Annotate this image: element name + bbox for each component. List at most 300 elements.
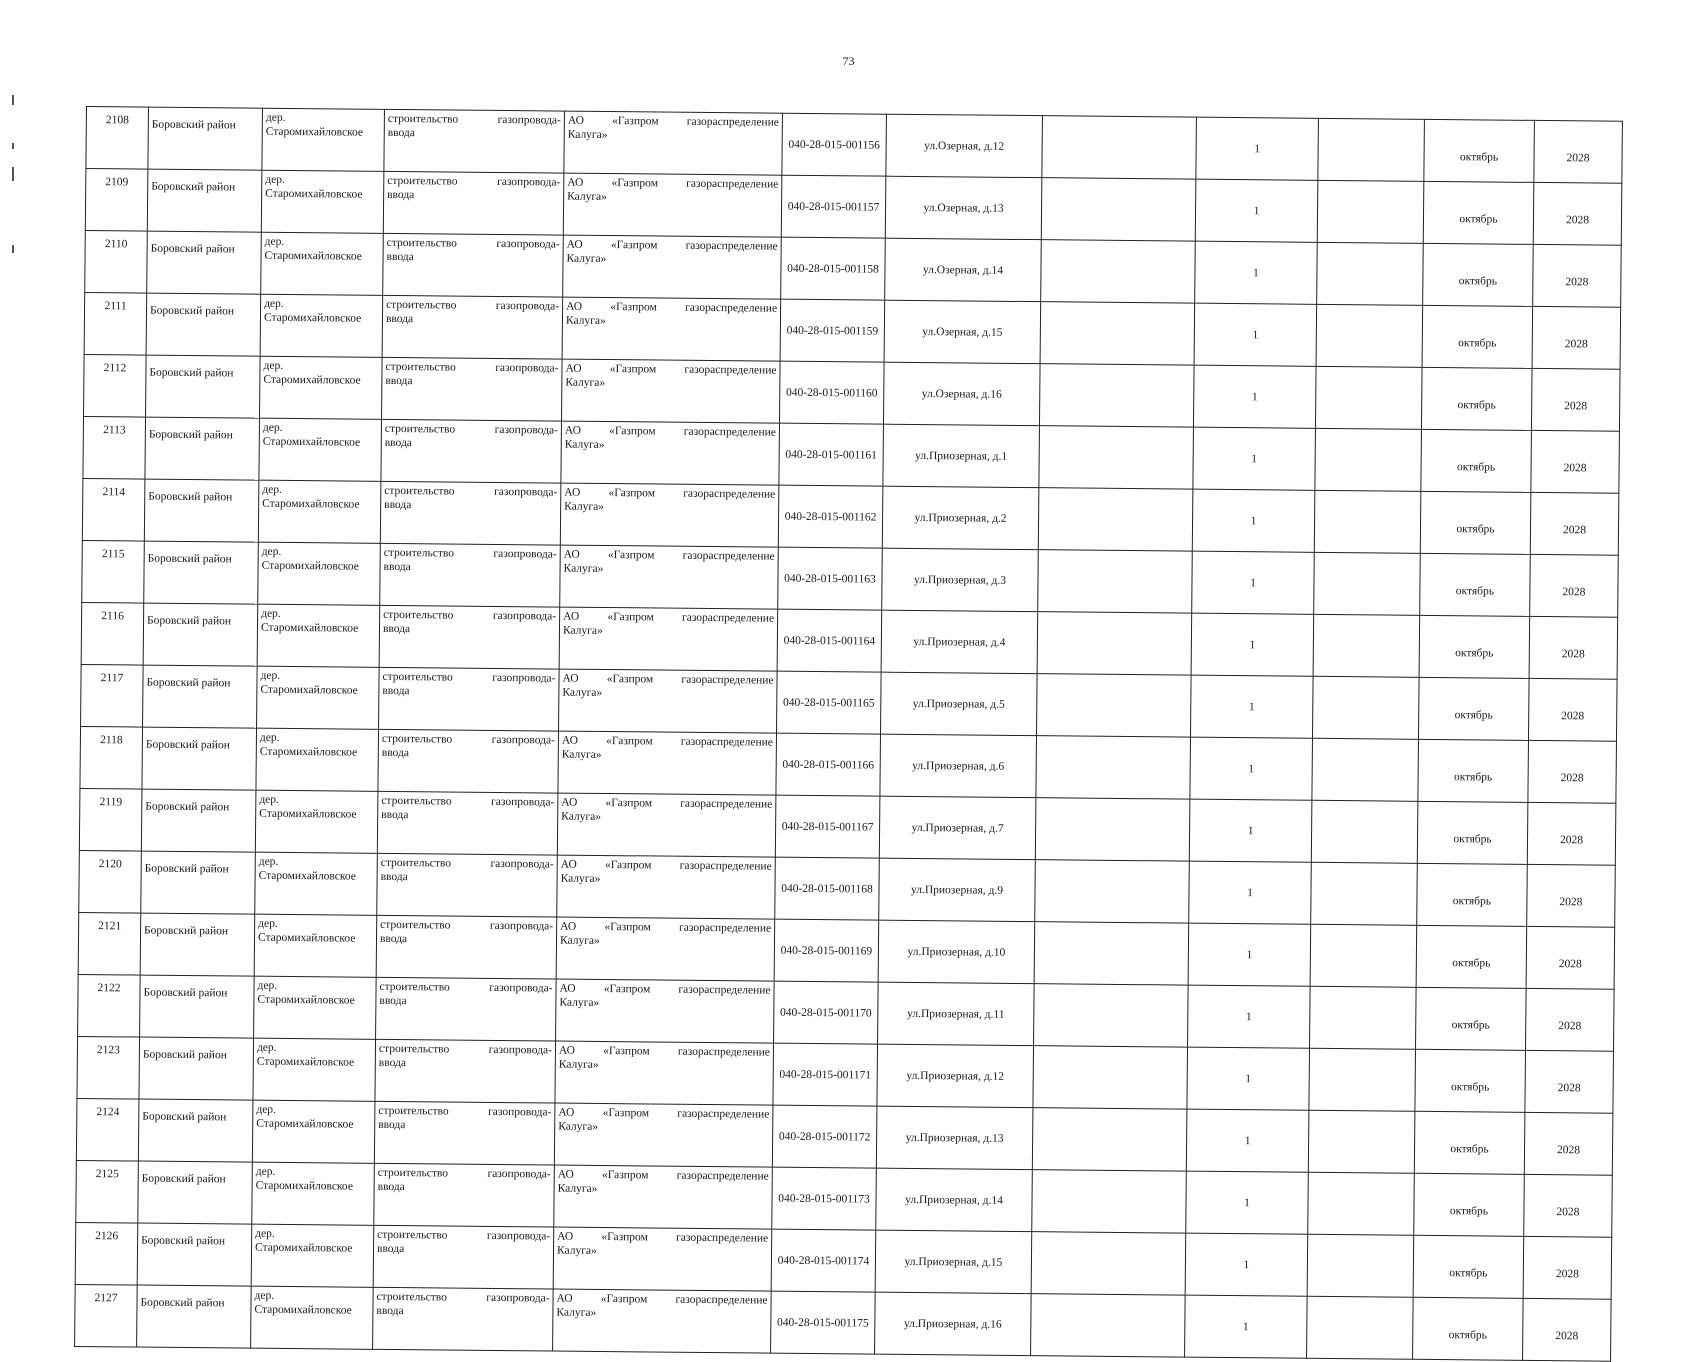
cell-text-locality-type: дер. — [256, 1041, 277, 1054]
cell-text-quantity: 1 — [1254, 142, 1261, 155]
year-cell — [1525, 1050, 1614, 1113]
empty-cell — [1038, 550, 1193, 613]
month-cell — [1414, 1111, 1525, 1174]
address-cell — [877, 1044, 1034, 1107]
cell-text-quantity: 1 — [1245, 1010, 1252, 1023]
empty-cell — [1034, 922, 1189, 985]
cell-text-work-line1: строительство газопровода- — [380, 856, 554, 871]
cell-text-district: Боровский район — [151, 118, 236, 132]
work-type-cell — [381, 419, 562, 483]
address-cell — [883, 362, 1040, 425]
cell-text-num: 2108 — [105, 114, 129, 127]
empty-cell — [1041, 178, 1196, 241]
object-code-cell — [777, 671, 882, 734]
cell-text-month: октябрь — [1455, 646, 1494, 660]
cell-text-org-line2: Калуга» — [564, 438, 605, 451]
object-code-cell — [781, 175, 886, 238]
cell-text-org-line2: Калуга» — [567, 128, 608, 142]
locality-cell — [259, 418, 382, 481]
district-cell — [146, 355, 261, 418]
cell-text-district: Боровский район — [145, 800, 230, 814]
district-cell — [138, 1161, 253, 1224]
cell-text-org-line1: АО «Газпром газораспределение — [566, 238, 778, 253]
object-code-cell — [779, 361, 884, 424]
cell-text-work-line1: строительство газопровода- — [386, 236, 560, 251]
month-cell — [1421, 367, 1532, 430]
cell-text-org-line2: Калуга» — [560, 872, 601, 885]
object-code-cell — [774, 919, 879, 982]
cell-text-work-line1: строительство газопровода- — [387, 112, 561, 127]
quantity-cell — [1192, 551, 1315, 614]
cell-text-locality-type: дер. — [264, 297, 284, 310]
empty-cell — [1317, 180, 1424, 243]
cell-text-work-line1: строительство газопровода- — [387, 174, 561, 189]
row-number — [79, 850, 142, 913]
locality-cell — [255, 790, 378, 853]
quantity-cell — [1188, 923, 1311, 986]
empty-cell — [1037, 612, 1192, 675]
locality-cell — [254, 914, 377, 977]
quantity-cell — [1193, 427, 1316, 490]
quantity-cell — [1193, 365, 1316, 428]
cell-text-address: ул.Приозерная, д.1 — [915, 449, 1008, 463]
work-type-cell — [380, 481, 561, 545]
cell-text-month: октябрь — [1453, 770, 1493, 784]
quantity-cell — [1188, 985, 1311, 1048]
district-cell — [140, 913, 255, 976]
cell-text-locality-name: Старомихайловское — [259, 807, 357, 821]
address-cell — [875, 1230, 1032, 1293]
cell-text-work-line1: строительство газопровода- — [385, 360, 559, 375]
cell-text-locality-name: Старомихайловское — [258, 869, 356, 883]
empty-cell — [1317, 242, 1424, 305]
cell-text-address: ул.Приозерная, д.16 — [903, 1317, 1002, 1331]
cell-text-quantity: 1 — [1251, 390, 1258, 403]
row-number — [83, 416, 146, 479]
object-code-cell — [775, 857, 880, 920]
row-number — [84, 292, 147, 355]
cell-text-month: октябрь — [1450, 1080, 1490, 1094]
year-cell — [1533, 244, 1622, 307]
cell-text-district: Боровский район — [140, 1296, 225, 1310]
cell-text-month: октябрь — [1450, 1142, 1489, 1156]
cell-text-code: 040-28-015-001163 — [784, 572, 876, 586]
quantity-cell — [1190, 737, 1313, 800]
cell-text-num: 2123 — [96, 1044, 120, 1057]
cell-text-address: ул.Озерная, д.12 — [924, 139, 1005, 153]
cell-text-month: октябрь — [1459, 212, 1498, 226]
cell-text-district: Боровский район — [144, 862, 229, 876]
cell-text-work-line1: строительство газопровода- — [379, 980, 553, 995]
cell-text-locality-type: дер. — [261, 545, 282, 558]
work-type-cell — [383, 233, 564, 297]
cell-text-work-line2: ввода — [386, 250, 414, 264]
empty-cell — [1035, 860, 1190, 923]
empty-cell — [1035, 798, 1190, 861]
cell-text-num: 2124 — [96, 1106, 120, 1119]
cell-text-quantity: 1 — [1253, 266, 1259, 279]
cell-text-locality-name: Старомихайловское — [256, 1117, 354, 1131]
cell-text-district: Боровский район — [149, 304, 235, 318]
cell-text-locality-type: дер. — [258, 855, 279, 868]
object-code-cell — [779, 423, 884, 486]
cell-text-year: 2028 — [1564, 399, 1588, 412]
cell-text-district: Боровский район — [151, 180, 236, 194]
cell-text-code: 040-28-015-001174 — [777, 1254, 870, 1268]
address-cell — [885, 238, 1042, 301]
address-cell — [881, 610, 1038, 673]
organization-cell — [557, 855, 776, 919]
empty-cell — [1314, 552, 1421, 615]
cell-text-district: Боровский район — [149, 366, 234, 380]
cell-text-num: 2127 — [94, 1292, 118, 1305]
year-cell — [1526, 988, 1615, 1051]
locality-cell — [258, 542, 381, 605]
district-cell — [148, 107, 263, 170]
month-cell — [1420, 491, 1531, 554]
cell-text-org-line2: Калуга» — [557, 1182, 598, 1195]
month-cell — [1417, 863, 1528, 926]
work-type-cell — [377, 791, 558, 855]
cell-text-address: ул.Приозерная, д.11 — [907, 1007, 1005, 1021]
cell-text-org-line1: АО «Газпром газораспределение — [558, 1044, 771, 1059]
object-code-cell — [778, 547, 883, 610]
district-cell — [143, 603, 258, 666]
cell-text-locality-type: дер. — [255, 1165, 276, 1178]
cell-text-locality-type: дер. — [259, 793, 279, 806]
cell-text-address: ул.Озерная, д.13 — [923, 201, 1004, 215]
cell-text-district: Боровский район — [148, 428, 233, 442]
cell-text-work-line2: ввода — [387, 188, 415, 202]
row-number — [79, 788, 142, 851]
cell-text-work-line2: ввода — [376, 1242, 405, 1256]
address-cell — [884, 300, 1041, 363]
district-cell — [147, 231, 262, 294]
cell-text-code: 040-28-015-001173 — [778, 1192, 870, 1206]
cell-text-year: 2028 — [1561, 709, 1585, 722]
cell-text-locality-type: дер. — [260, 669, 281, 682]
empty-cell — [1312, 738, 1419, 801]
empty-cell — [1316, 304, 1423, 367]
row-number — [82, 540, 145, 603]
quantity-cell — [1187, 1047, 1310, 1110]
month-cell — [1420, 553, 1531, 616]
address-cell — [879, 796, 1036, 859]
cell-text-work-line1: строительство газопровода- — [383, 546, 557, 561]
cell-text-org-line1: АО «Газпром газораспределение — [562, 672, 774, 687]
object-code-cell — [776, 733, 881, 796]
cell-text-work-line2: ввода — [382, 684, 410, 698]
cell-text-work-line1: строительство газопровода- — [378, 1042, 553, 1057]
cell-text-org-line2: Калуга» — [559, 934, 600, 947]
cell-text-quantity: 1 — [1249, 638, 1256, 651]
empty-cell — [1311, 862, 1418, 925]
cell-text-address: ул.Приозерная, д.7 — [911, 821, 1004, 835]
quantity-cell — [1195, 241, 1318, 304]
cell-text-month: октябрь — [1449, 1266, 1488, 1280]
organization-cell — [560, 545, 779, 609]
cell-text-quantity: 1 — [1242, 1320, 1249, 1333]
month-cell — [1416, 987, 1527, 1050]
cell-text-quantity: 1 — [1253, 204, 1260, 217]
empty-cell — [1039, 426, 1194, 489]
cell-text-work-line2: ввода — [385, 312, 414, 326]
cell-text-org-line1: АО «Газпром газораспределение — [567, 176, 779, 191]
locality-cell — [260, 294, 383, 357]
quantity-cell — [1185, 1233, 1308, 1296]
cell-text-year: 2028 — [1556, 1143, 1581, 1156]
cell-text-code: 040-28-015-001158 — [787, 262, 879, 276]
cell-text-org-line1: АО «Газпром газораспределение — [561, 796, 773, 811]
cell-text-locality-type: дер. — [259, 731, 280, 744]
district-cell — [141, 851, 256, 914]
cell-text-code: 040-28-015-001157 — [787, 200, 880, 214]
cell-text-month: октябрь — [1449, 1204, 1489, 1218]
cell-text-month: октябрь — [1452, 956, 1491, 970]
empty-cell — [1040, 302, 1195, 365]
cell-text-year: 2028 — [1555, 1267, 1579, 1280]
empty-cell — [1032, 1170, 1187, 1233]
cell-text-num: 2119 — [99, 796, 123, 809]
organization-cell — [553, 1289, 772, 1353]
organization-cell — [553, 1227, 772, 1291]
district-cell — [147, 169, 262, 232]
month-cell — [1419, 615, 1530, 678]
year-cell — [1532, 306, 1621, 369]
cell-text-org-line1: АО «Газпром газораспределение — [558, 1106, 770, 1121]
cell-text-code: 040-28-015-001159 — [786, 324, 879, 338]
row-number — [84, 354, 147, 417]
cell-text-year: 2028 — [1555, 1329, 1579, 1342]
organization-cell — [560, 483, 779, 547]
organization-cell — [563, 235, 782, 299]
row-number — [86, 107, 149, 170]
cell-text-year: 2028 — [1565, 213, 1590, 226]
address-cell — [879, 858, 1036, 921]
cell-text-code: 040-28-015-001175 — [777, 1316, 869, 1330]
year-cell — [1523, 1298, 1612, 1361]
empty-cell — [1309, 1048, 1416, 1111]
cell-text-district: Боровский район — [150, 242, 235, 256]
cell-text-locality-name: Старомихайловское — [265, 187, 363, 201]
work-type-cell — [375, 1039, 556, 1103]
cell-text-work-line2: ввода — [383, 560, 411, 574]
cell-text-org-line2: Калуга» — [556, 1306, 597, 1319]
cell-text-work-line1: строительство газопровода- — [381, 732, 555, 747]
district-cell — [140, 975, 255, 1038]
year-cell — [1524, 1174, 1613, 1237]
cell-text-year: 2028 — [1558, 957, 1582, 970]
object-code-cell — [774, 981, 879, 1044]
organization-cell — [559, 607, 778, 671]
cell-text-address: ул.Приозерная, д.3 — [913, 573, 1007, 587]
object-code-cell — [773, 1043, 878, 1106]
cell-text-locality-name: Старомихайловское — [261, 559, 359, 573]
cell-text-district: Боровский район — [141, 1172, 226, 1186]
cell-text-org-line1: АО «Газпром газораспределение — [564, 424, 776, 439]
cell-text-work-line2: ввода — [382, 622, 411, 636]
scan-artifact-marks — [12, 95, 18, 295]
month-cell — [1413, 1235, 1524, 1298]
cell-text-org-line1: АО «Газпром газораспределение — [559, 982, 771, 997]
address-cell — [882, 548, 1039, 611]
district-cell — [142, 727, 257, 790]
organization-cell — [558, 731, 777, 795]
cell-text-month: октябрь — [1455, 584, 1495, 598]
address-cell — [886, 114, 1043, 177]
empty-cell — [1310, 924, 1417, 987]
quantity-cell — [1194, 303, 1317, 366]
cell-text-num: 2112 — [103, 362, 127, 375]
cell-text-district: Боровский район — [147, 614, 232, 628]
district-cell — [143, 665, 258, 728]
cell-text-org-line2: Калуга» — [562, 624, 603, 637]
object-code-cell — [777, 609, 882, 672]
cell-text-locality-name: Старомихайловское — [256, 1055, 355, 1069]
cell-text-locality-name: Старомихайловское — [265, 125, 364, 139]
cell-text-address: ул.Приозерная, д.12 — [906, 1069, 1005, 1083]
organization-cell — [564, 111, 783, 175]
organization-cell — [554, 1165, 773, 1229]
cell-text-locality-name: Старомихайловское — [254, 1303, 352, 1317]
row-number — [76, 1098, 139, 1161]
empty-cell — [1039, 364, 1194, 427]
cell-text-num: 2122 — [97, 982, 121, 995]
cell-text-address: ул.Приозерная, д.13 — [905, 1131, 1004, 1145]
year-cell — [1530, 554, 1619, 617]
address-cell — [881, 672, 1038, 735]
cell-text-num: 2118 — [100, 734, 123, 747]
locality-cell — [256, 728, 379, 791]
cell-text-code: 040-28-015-001156 — [788, 138, 880, 152]
district-cell — [141, 789, 256, 852]
cell-text-quantity: 1 — [1244, 1134, 1251, 1147]
cell-text-year: 2028 — [1566, 151, 1590, 164]
address-cell — [885, 176, 1042, 239]
cell-text-district: Боровский район — [144, 924, 229, 938]
month-cell — [1423, 181, 1534, 244]
empty-cell — [1041, 240, 1196, 303]
cell-text-locality-name: Старомихайловское — [262, 435, 361, 449]
empty-cell — [1031, 1294, 1186, 1357]
year-cell — [1528, 678, 1617, 741]
locality-cell — [251, 1286, 374, 1349]
cell-text-work-line1: строительство газопровода- — [383, 608, 557, 623]
cell-text-year: 2028 — [1562, 585, 1586, 598]
cell-text-locality-name: Старомихайловское — [257, 931, 356, 945]
empty-cell — [1313, 614, 1420, 677]
object-code-cell — [772, 1105, 877, 1168]
month-cell — [1422, 305, 1533, 368]
cell-text-quantity: 1 — [1248, 700, 1255, 713]
cell-text-work-line1: строительство газопровода- — [377, 1166, 551, 1181]
cell-text-num: 2116 — [101, 610, 124, 623]
cell-text-locality-type: дер. — [254, 1289, 275, 1302]
quantity-cell — [1192, 489, 1315, 552]
cell-text-org-line2: Калуга» — [556, 1244, 597, 1257]
row-number — [77, 1036, 140, 1099]
district-cell — [146, 293, 261, 356]
cell-text-org-line1: АО «Газпром газораспределение — [564, 486, 776, 501]
address-cell — [876, 1106, 1033, 1169]
cell-text-num: 2126 — [95, 1230, 119, 1243]
table-body — [75, 107, 1623, 1362]
cell-text-work-line2: ввода — [387, 126, 415, 140]
cell-text-year: 2028 — [1563, 461, 1587, 474]
cell-text-locality-type: дер. — [258, 917, 278, 930]
cell-text-address: ул.Приозерная, д.10 — [907, 945, 1006, 959]
work-type-cell — [379, 605, 560, 669]
cell-text-address: ул.Приозерная, д.6 — [912, 759, 1005, 773]
empty-cell — [1314, 490, 1421, 553]
empty-cell — [1032, 1108, 1187, 1171]
locality-cell — [257, 604, 380, 667]
object-code-cell — [780, 299, 885, 362]
address-cell — [878, 920, 1035, 983]
quantity-cell — [1189, 861, 1312, 924]
cell-text-work-line2: ввода — [379, 932, 408, 946]
cell-text-work-line2: ввода — [384, 498, 412, 512]
cell-text-org-line2: Калуга» — [559, 996, 600, 1009]
quantity-cell — [1196, 117, 1319, 180]
empty-cell — [1308, 1172, 1415, 1235]
cell-text-locality-name: Старомихайловское — [259, 745, 358, 759]
cell-text-quantity: 1 — [1247, 886, 1253, 899]
cell-text-locality-name: Старомихайловское — [260, 683, 358, 697]
cell-text-address: ул.Озерная, д.15 — [922, 325, 1003, 339]
year-cell — [1527, 802, 1616, 865]
cell-text-work-line1: строительство газопровода- — [377, 1228, 551, 1243]
cell-text-month: октябрь — [1453, 832, 1492, 846]
month-cell — [1413, 1297, 1524, 1360]
cell-text-work-line1: строительство газопровода- — [382, 670, 556, 685]
empty-cell — [1033, 1046, 1188, 1109]
cell-text-work-line1: строительство газопровода- — [380, 918, 554, 933]
cell-text-org-line2: Калуга» — [565, 376, 606, 389]
cell-text-month: октябрь — [1456, 460, 1496, 474]
object-code-cell — [772, 1167, 877, 1230]
work-type-cell — [383, 171, 564, 235]
cell-text-locality-type: дер. — [256, 1103, 277, 1116]
locality-cell — [257, 666, 380, 729]
cell-text-work-line1: строительство газопровода- — [386, 298, 560, 313]
work-type-cell — [379, 667, 560, 731]
empty-cell — [1310, 986, 1417, 1049]
cell-text-work-line2: ввода — [380, 870, 408, 884]
year-cell — [1534, 120, 1623, 183]
cell-text-org-line1: АО «Газпром газораспределение — [560, 920, 772, 935]
cell-text-address: ул.Приозерная, д.2 — [914, 511, 1007, 525]
work-type-cell — [380, 543, 561, 607]
cell-text-year: 2028 — [1557, 1081, 1581, 1094]
cell-text-org-line1: АО «Газпром газораспределение — [560, 858, 772, 873]
cell-text-year: 2028 — [1564, 337, 1588, 350]
district-cell — [139, 1037, 254, 1100]
year-cell — [1529, 616, 1618, 679]
cell-text-month: октябрь — [1456, 522, 1495, 536]
cell-text-num: 2109 — [105, 176, 129, 189]
empty-cell — [1038, 488, 1193, 551]
cell-text-locality-name: Старомихайловское — [262, 497, 360, 511]
year-cell — [1524, 1112, 1613, 1175]
cell-text-quantity: 1 — [1252, 328, 1259, 341]
month-cell — [1423, 243, 1534, 306]
cell-text-num: 2110 — [104, 238, 128, 251]
month-cell — [1424, 119, 1535, 182]
work-type-cell — [378, 729, 559, 793]
locality-cell — [261, 170, 384, 233]
cell-text-org-line1: АО «Газпром газораспределение — [556, 1292, 768, 1307]
